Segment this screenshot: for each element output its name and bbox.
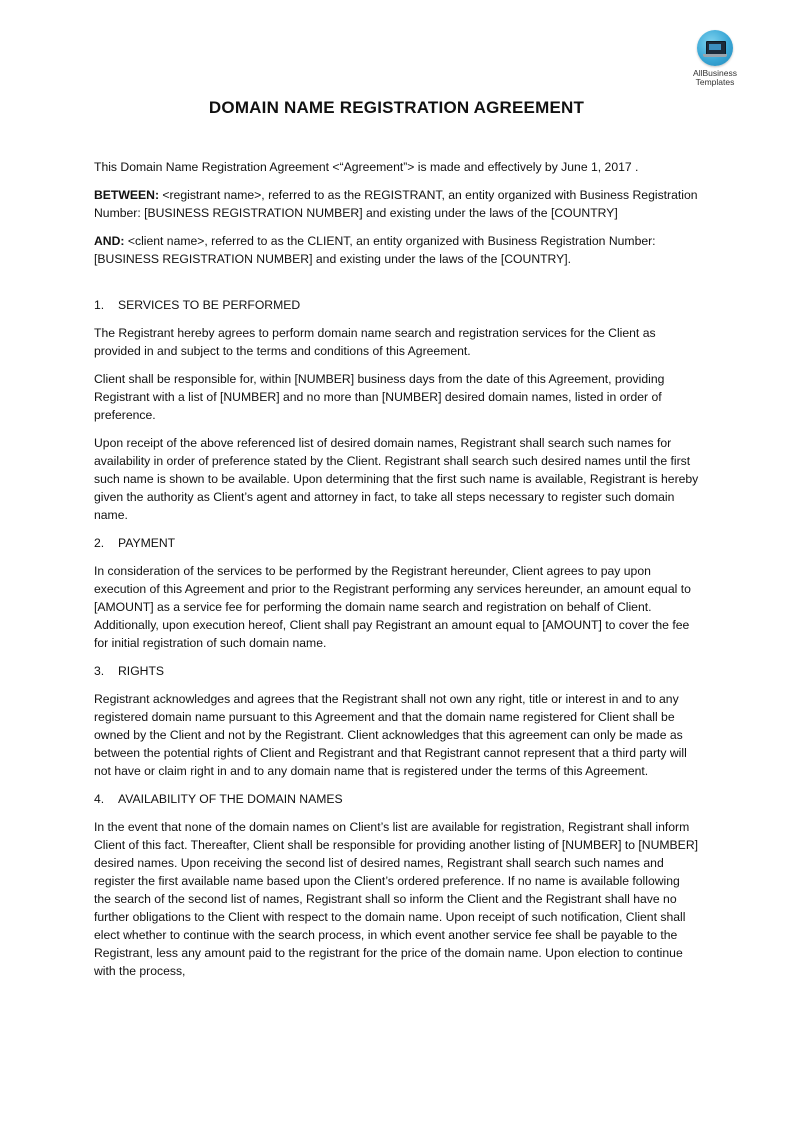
between-paragraph [94, 186, 700, 222]
section-heading [94, 534, 700, 552]
document-body [94, 158, 700, 990]
intro-paragraph: This Domain Name Registration Agreement <“Agreement”> is made and effectively by June 1, 2017 . [94, 160, 639, 174]
section-number: 2. [94, 536, 105, 550]
section-paragraph: Client shall be responsible for, within [NUMBER] business days from the date of this Agreement, providing Registrant with a list of [NUMBER] and no more than [NUMBER] desired domain names, listed in order of preference. [94, 372, 665, 422]
section-heading [94, 790, 700, 808]
section-paragraph: The Registrant hereby agrees to perform domain name search and registration services for the Client as provided in and subject to the terms and conditions of this Agreement. [94, 326, 656, 358]
document-title: DOMAIN NAME REGISTRATION AGREEMENT [208, 98, 585, 117]
laptop-icon [697, 30, 733, 66]
logo-text [680, 69, 750, 87]
section-paragraph: In consideration of the services to be performed by the Registrant hereunder, Client agrees to pay upon execution of this Agreement and prior to the Registrant performing any services hereunder, an amount equal to [AMOUNT] as a service fee for performing the domain name search and registration on behalf of Client. Additionally, upon execution hereof, Client shall pay Registrant an amount equal to [AMOUNT] to cover the fee for initial registration of such domain name. [94, 564, 691, 650]
and-label: AND: [94, 234, 125, 248]
and-text: <client name>, referred to as the CLIENT, an entity organized with Business Registration Number: [BUSINESS REGISTRATION NUMBER] and existing under the laws of the [COUNTRY]. [94, 234, 656, 266]
between-text: <registrant name>, referred to as the REGISTRANT, an entity organized with Business Registration Number: [BUSINESS REGISTRATION NUMBER] and existing under the laws of the [COUNTRY] [94, 188, 698, 220]
section-number: 3. [94, 664, 105, 678]
section-paragraph: In the event that none of the domain names on Client’s list are available for registration, Registrant shall inform Client of this fact. Thereafter, Client shall be responsible for providing another listing of [NUMBER] to [NUMBER] desired names. Upon receiving the second list of desired names, Registrant shall search such names and register the first available name based upon the Client’s ordered preference. If no name is available following the search of the second list of names, Registrant shall so inform the Client and the Registrant shall have no further obligations to the Client with respect to the domain name. Upon receipt of such notification, Client shall elect whether to continue with the search process, in which event another service fee shall be payable to the Registrant, less any amount paid to the registrant for the price of the domain name. Upon election to continue with the process, [94, 820, 699, 978]
section-title: SERVICES TO BE PERFORMED [118, 298, 301, 312]
section-heading [94, 662, 700, 680]
between-label: BETWEEN: [94, 188, 159, 202]
logo-line-1: AllBusiness [693, 68, 737, 78]
and-paragraph [94, 232, 700, 268]
section-title: PAYMENT [118, 536, 176, 550]
section-title: AVAILABILITY OF THE DOMAIN NAMES [118, 792, 343, 806]
allbusiness-templates-logo [680, 30, 750, 87]
section-paragraph: Upon receipt of the above referenced list of desired domain names, Registrant shall search such names for availability in order of preference stated by the Client. Registrant shall search such desired names until the first such name is shown to be available. Upon determining that the first such name is available, Registrant is hereby given the authority as Client’s agent and attorney in fact, to take all steps necessary to register such domain name. [94, 436, 699, 522]
logo-line-2: Templates [695, 77, 735, 87]
section-heading [94, 296, 700, 314]
section-number: 4. [94, 792, 105, 806]
section-paragraph: Registrant acknowledges and agrees that the Registrant shall not own any right, title or interest in and to any registered domain name pursuant to this Agreement and that the domain name registered for Client shall be owned by the Client and not by the Registrant. Client acknowledges that this agreement can only be made as between the potential rights of Client and Registrant and that Registrant cannot represent that a third party will not have or claim right in and to any domain name that is registered under the terms of this Agreement. [94, 692, 687, 778]
section-number: 1. [94, 298, 105, 312]
section-title: RIGHTS [118, 664, 165, 678]
